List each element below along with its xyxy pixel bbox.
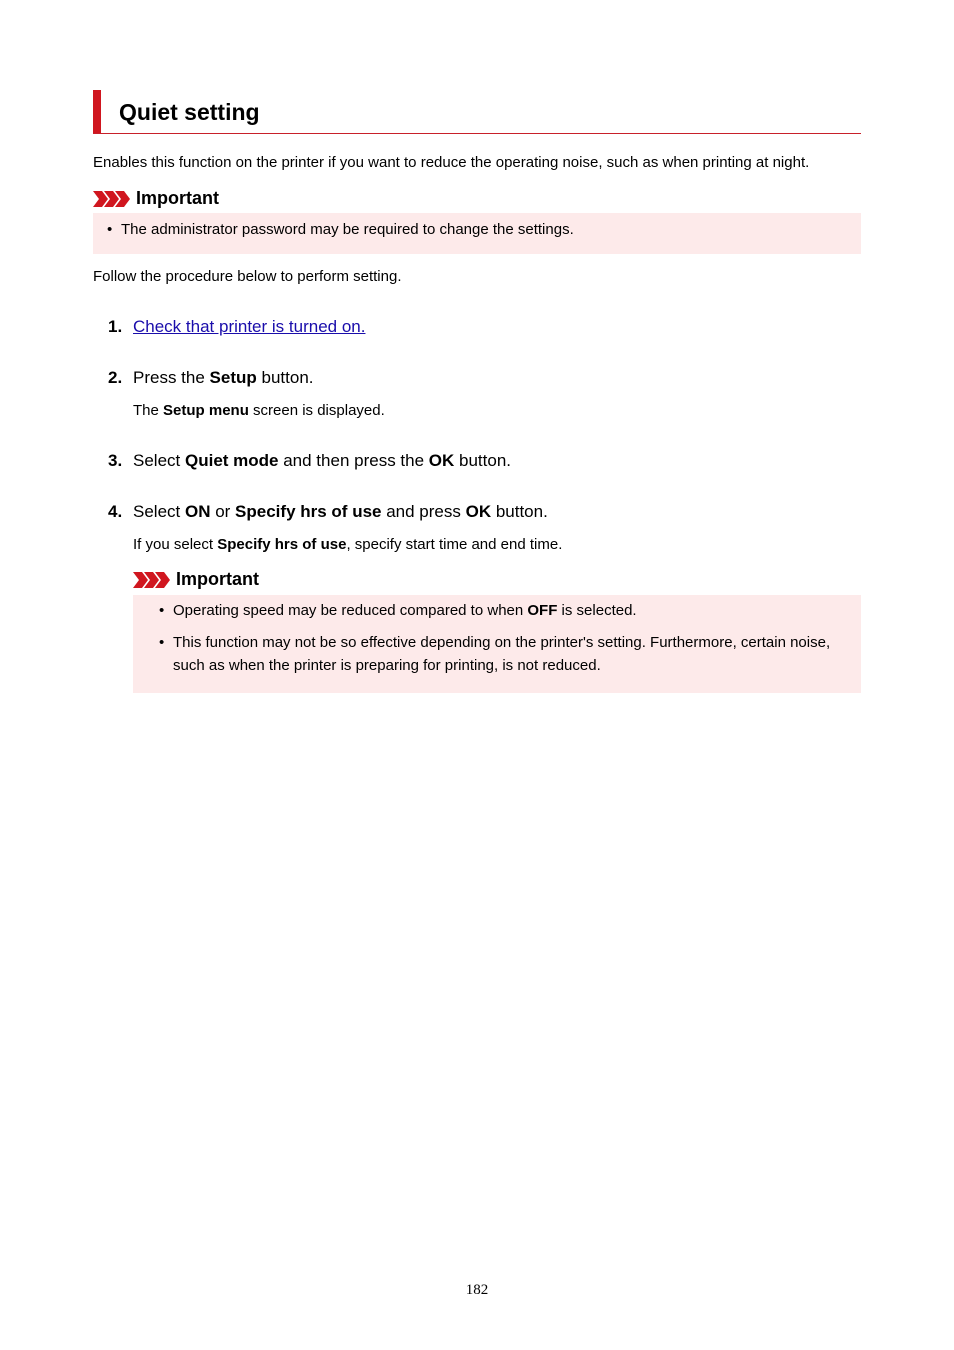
step-2-note: The Setup menu screen is displayed.	[133, 402, 385, 419]
important-header-2	[133, 569, 259, 590]
important-label-2: Important	[176, 569, 259, 589]
page-number: 182	[465, 1282, 489, 1298]
heading-accent-bar	[93, 90, 101, 133]
important-box: • The administrator password may be required to change the settings.	[93, 213, 861, 254]
page-title: Quiet setting	[119, 99, 260, 125]
important-label: Important	[136, 188, 219, 208]
important-header	[93, 188, 219, 209]
important-box-2: • Operating speed may be reduced compared to when OFF is selected. • This function may not be so effective depending on the printer's setting. Furthermore, certain noise, such as when the printer is preparing for printing, is not reduced.	[133, 595, 861, 693]
important-icon	[93, 190, 131, 208]
step-4-note: If you select Specify hrs of use, specify start time and end time.	[133, 536, 563, 553]
intro-text: Enables this function on the printer if you want to reduce the operating noise, such as when printing at night.	[93, 154, 810, 171]
check-printer-link[interactable]: Check that printer is turned on.	[133, 317, 366, 336]
important-icon	[133, 571, 171, 589]
procedure-intro: Follow the procedure below to perform setting.	[93, 268, 402, 285]
section-heading	[93, 90, 861, 134]
